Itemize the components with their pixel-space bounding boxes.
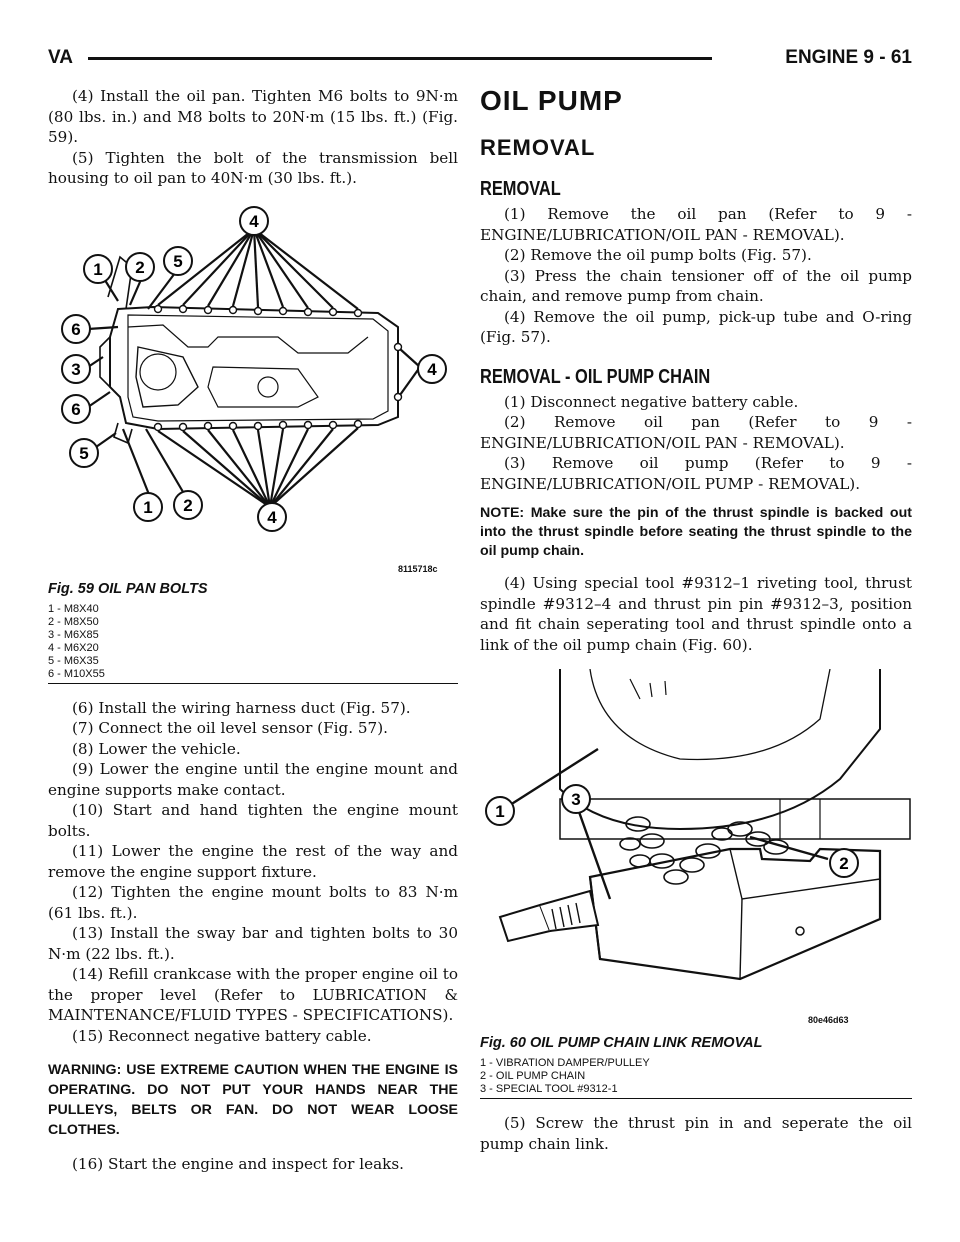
chain-step-4: (4) Using special tool #9312–1 riveting tool, thrust spindle #9312–4 and thrust pin pin #9312–3, position and fit chain seperating tool and thrust spindle onto a link of the oil pump chain (Fig. 60). (480, 574, 912, 654)
subheading-oil-pump-chain: REMOVAL - OIL PUMP CHAIN (480, 365, 711, 388)
step-15: (15) Reconnect negative battery cable. (72, 1026, 372, 1045)
section-title: OIL PUMP (480, 85, 623, 116)
fig60-callout-2 (830, 849, 858, 877)
chain-step-5: (5) Screw the thrust pin in and seperate the oil pump chain link. (480, 1114, 912, 1153)
step-9: (9) Lower the engine until the engine mount and engine supports make contact. (48, 760, 458, 799)
svg-text:2: 2 (183, 495, 193, 515)
svg-text:1: 1 (143, 497, 153, 517)
chain-step-2: (2) Remove oil pan (Refer to 9 - ENGINE/LUBRICATION/OIL PAN - REMOVAL). (480, 413, 912, 452)
svg-text:2: 2 (135, 257, 145, 277)
step-10: (10) Start and hand tighten the engine mount bolts. (48, 801, 458, 840)
step-8: (8) Lower the vehicle. (72, 739, 241, 758)
header-section-code: VA (48, 44, 83, 72)
fig59-callout-3 (62, 355, 90, 383)
fig59-callout-4-bottom (258, 503, 286, 531)
fig60-callout-3 (562, 785, 590, 813)
svg-text:6: 6 (71, 319, 81, 339)
fig59-caption: Fig. 59 OIL PAN BOLTS (48, 580, 208, 597)
step-6: (6) Install the wiring harness duct (Fig. 57). (72, 698, 411, 717)
svg-text:5: 5 (79, 443, 89, 463)
page-header (48, 44, 912, 74)
fig59-legend-item: 5 - M6X35 (48, 654, 99, 667)
svg-text:6: 6 (71, 399, 81, 419)
fig60-legend (480, 1057, 912, 1099)
section-heading-removal: REMOVAL (480, 135, 596, 160)
svg-text:1: 1 (93, 259, 103, 279)
svg-text:4: 4 (249, 211, 259, 231)
fig59-callout-5-lower (70, 439, 98, 467)
svg-text:2: 2 (839, 854, 849, 873)
removal-step-1: (1) Remove the oil pan (Refer to 9 - ENGINE/LUBRICATION/OIL PAN - REMOVAL). (480, 205, 912, 244)
fig59-legend-item: 3 - M6X85 (48, 628, 99, 641)
removal-step-2: (2) Remove the oil pump bolts (Fig. 57). (504, 246, 812, 264)
removal-step-4: (4) Remove the oil pump, pick-up tube and O-ring (Fig. 57). (480, 307, 912, 346)
fig59-callout-4-top (240, 207, 268, 235)
fig60-legend-item: 1 - VIBRATION DAMPER/PULLEY (480, 1057, 650, 1069)
fig59-callout-2-top (126, 253, 154, 281)
step-16: (16) Start the engine and inspect for leaks. (72, 1155, 404, 1173)
right-column (480, 86, 912, 1154)
figure-60 (480, 669, 912, 1033)
fig60-legend-item: 3 - SPECIAL TOOL #9312-1 (480, 1083, 618, 1095)
svg-text:3: 3 (571, 790, 581, 809)
step-5-tighten-bell-housing: (5) Tighten the bolt of the transmission bell housing to oil pan to 40N·m (30 lbs. ft.). (48, 148, 458, 187)
step-7: (7) Connect the oil level sensor (Fig. 57). (72, 719, 388, 737)
fig60-legend-item: 2 - OIL PUMP CHAIN (480, 1070, 586, 1082)
svg-text:4: 4 (267, 507, 277, 527)
fig59-callout-5-top (164, 247, 192, 275)
step-11: (11) Lower the engine the rest of the way and remove the engine support fixture. (48, 842, 458, 881)
warning-block: WARNING: USE EXTREME CAUTION WHEN THE ENGINE IS OPERATING. DO NOT PUT YOUR HANDS NEAR THE PULLEYS, BELTS OR FAN. DO NOT WEAR LOOSE CLOTHES. (48, 1062, 458, 1138)
step-12: (12) Tighten the engine mount bolts to 83 N·m (61 lbs. ft.). (48, 883, 458, 922)
svg-text:4: 4 (427, 359, 437, 379)
fig59-legend-item: 1 - M8X40 (48, 602, 99, 615)
fig60-caption: Fig. 60 OIL PUMP CHAIN LINK REMOVAL (480, 1035, 763, 1051)
oil-pan-bolts-illustration (48, 197, 458, 579)
chain-link-removal-illustration (480, 669, 912, 1033)
fig59-callout-1-bottom (134, 493, 162, 521)
fig59-callout-6-lower (62, 395, 90, 423)
chain-step-3: (3) Remove oil pump (Refer to 9 - ENGINE/LUBRICATION/OIL PUMP - REMOVAL). (480, 454, 912, 493)
fig59-callout-6-upper (62, 315, 90, 343)
fig59-callout-2-bottom (174, 491, 202, 519)
fig59-legend (48, 603, 458, 684)
step-13: (13) Install the sway bar and tighten bolts to 30 N·m (22 lbs. ft.). (48, 924, 458, 963)
step-14: (14) Refill crankcase with the proper engine oil to the proper level (Refer to LUBRICATION & MAINTENANCE/FLUID TYPES - SPECIFICATIONS). (48, 965, 458, 1024)
figure-59 (48, 197, 458, 579)
removal-step-3: (3) Press the chain tensioner off of the oil pump chain, and remove pump from chain. (480, 266, 912, 305)
header-rule (88, 57, 712, 60)
fig60-callout-1 (486, 797, 514, 825)
header-page-number: ENGINE 9 - 61 (775, 44, 912, 72)
svg-text:1: 1 (495, 802, 505, 821)
fig59-callout-1-top (84, 255, 112, 283)
fig59-callout-4-right (418, 355, 446, 383)
svg-text:3: 3 (71, 359, 81, 379)
chain-step-1: (1) Disconnect negative battery cable. (504, 392, 799, 411)
fig59-code: 8115718c (398, 563, 438, 574)
fig60-code: 80e46d63 (808, 1015, 849, 1025)
svg-text:5: 5 (173, 251, 183, 271)
fig59-legend-item: 2 - M8X50 (48, 615, 99, 628)
left-column (48, 86, 458, 1175)
subheading-removal: REMOVAL (480, 178, 561, 200)
fig59-legend-item: 4 - M6X20 (48, 641, 99, 654)
fig59-legend-item: 6 - M10X55 (48, 667, 105, 680)
note-block: NOTE: Make sure the pin of the thrust spindle is backed out into the thrust spindle before seating the thrust spindle to the oil pump chain. (480, 505, 912, 559)
step-4-install-oil-pan: (4) Install the oil pan. Tighten M6 bolts to 9N·m (80 lbs. in.) and M8 bolts to 20N·m (15 lbs. ft.) (Fig. 59). (48, 87, 458, 146)
